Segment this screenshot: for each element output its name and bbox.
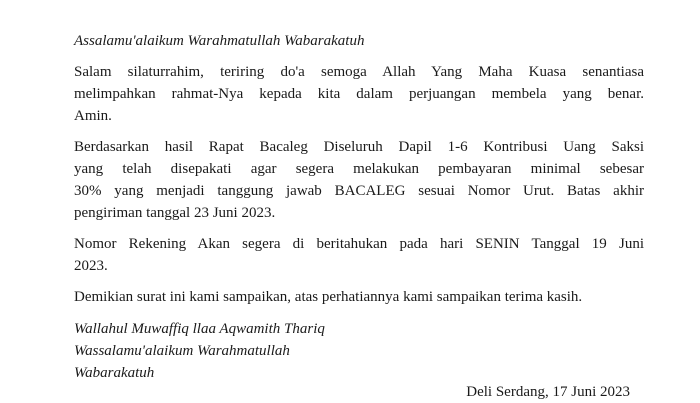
closing-line: Wallahul Muwaffiq llaa Aqwamith Thariq — [74, 321, 325, 337]
text-line: 2023. — [74, 258, 108, 274]
greeting: Assalamu'alaikum Warahmatullah Wabarakatuh — [74, 33, 365, 49]
place-and-date: Deli Serdang, 17 Juni 2023 — [466, 384, 630, 400]
text-line: Salam silaturrahim, teriring do'a semoga Allah Yang Maha Kuasa senantiasa — [74, 64, 644, 80]
text-line: Amin. — [74, 108, 112, 124]
text-line: pengiriman tanggal 23 Juni 2023. — [74, 205, 276, 221]
text-line: 30% yang menjadi tanggung jawab BACALEG sesuai Nomor Urut. Batas akhir — [74, 183, 644, 199]
closing-salutation — [74, 318, 325, 384]
text-line: Demikian surat ini kami sampaikan, atas perhatiannya kami sampaikan terima kasih. — [74, 289, 583, 305]
text-line: Berdasarkan hasil Rapat Bacaleg Diseluruh Dapil 1-6 Kontribusi Uang Saksi — [74, 139, 644, 155]
paragraph-closing-remark — [74, 286, 644, 308]
paragraph-opening — [74, 61, 644, 127]
text-line: yang telah disepakati agar segera melakukan pembayaran minimal sebesar — [74, 161, 644, 177]
closing-line: Wabarakatuh — [74, 365, 155, 381]
paragraph-account-number — [74, 233, 644, 277]
paragraph-meeting-result — [74, 136, 644, 224]
closing-line: Wassalamu'alaikum Warahmatullah — [74, 343, 290, 359]
text-line: Nomor Rekening Akan segera di beritahukan pada hari SENIN Tanggal 19 Juni — [74, 236, 644, 252]
text-line: melimpahkan rahmat-Nya kepada kita dalam perjuangan membela yang benar. — [74, 86, 644, 102]
